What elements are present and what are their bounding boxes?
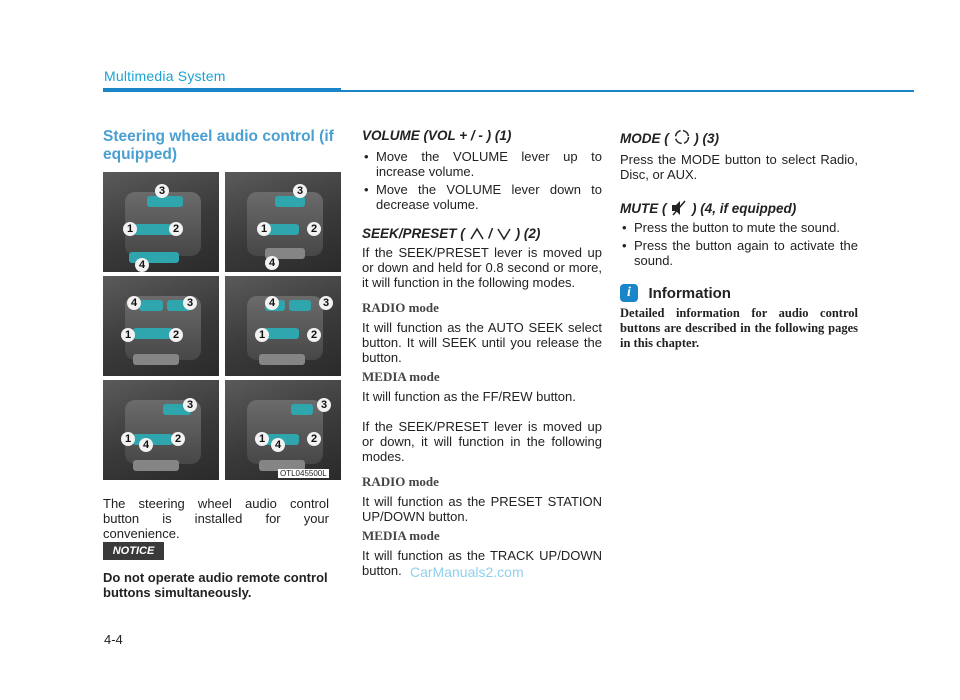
information-text: Detailed information for audio control buttons are described in the following pages in this chapter. [620, 306, 858, 351]
mute-heading [620, 200, 858, 216]
callout-badge: 1 [255, 432, 269, 446]
notice-text: Do not operate audio remote control buttons simultaneously. [103, 570, 328, 600]
mute-speaker-icon [670, 200, 688, 216]
mode-heading-post: ) (3) [694, 131, 720, 146]
intro-text: The steering wheel audio control button is installed for your convenience. [103, 496, 329, 541]
callout-badge: 1 [121, 328, 135, 342]
right-column [620, 128, 858, 351]
section-heading: Steering wheel audio control (if equipped) [103, 128, 334, 163]
header-rule-thick [103, 88, 341, 92]
seek-heading-post: ) (2) [515, 226, 541, 241]
steering-photo-5 [103, 380, 219, 480]
callout-badge: 3 [293, 184, 307, 198]
mode-cycle-icon [673, 128, 691, 146]
chevron-down-icon [496, 227, 512, 241]
mode-button [291, 404, 313, 415]
callout-badge: 2 [171, 432, 185, 446]
mute-list [620, 220, 858, 268]
list-item: • Press the button to mute the sound. [620, 220, 858, 235]
seek-heading [362, 226, 602, 241]
mode-button [147, 196, 183, 207]
seek-heading-pre: SEEK/PRESET ( [362, 226, 465, 241]
notice-badge: NOTICE [103, 542, 164, 560]
radio-mode-heading: RADIO mode [362, 474, 439, 489]
mode-heading-pre: MODE ( [620, 131, 669, 146]
callout-badge: 3 [183, 296, 197, 310]
callout-badge: 2 [307, 328, 321, 342]
callout-badge: 2 [169, 222, 183, 236]
media-mode-text: It will function as the FF/REW button. [362, 389, 576, 404]
media-mode-heading: MEDIA mode [362, 369, 440, 384]
middle-column [362, 128, 602, 578]
callout-badge: 4 [135, 258, 149, 272]
list-item: • Press the button again to activate the sound. [620, 238, 858, 268]
phone-buttons [133, 354, 179, 365]
volume-heading: VOLUME (VOL + / - ) (1) [362, 128, 512, 143]
callout-badge: 3 [155, 184, 169, 198]
vol-lever [133, 328, 173, 339]
callout-badge: 2 [169, 328, 183, 342]
steering-photo-4 [225, 276, 341, 376]
radio-mode-heading: RADIO mode [362, 300, 439, 315]
callout-badge: 1 [255, 328, 269, 342]
callout-badge: 4 [139, 438, 153, 452]
seek-paragraph-2: If the SEEK/PRESET lever is moved up or down, it will function in the following modes. [362, 419, 602, 464]
list-item: • Move the VOLUME lever down to decrease volume. [362, 182, 602, 212]
info-icon: i [620, 284, 638, 302]
mode-button [289, 300, 311, 311]
steering-photo-2 [225, 172, 341, 272]
mute-heading-pre: MUTE ( [620, 201, 667, 216]
photo-code: OTL045500L [280, 469, 327, 478]
callout-badge: 1 [257, 222, 271, 236]
steering-photo-1 [103, 172, 219, 272]
mute-heading-post: ) (4, if equipped) [692, 201, 797, 216]
watermark: CarManuals2.com [410, 564, 524, 580]
mode-text: Press the MODE button to select Radio, Disc, or AUX. [620, 152, 858, 182]
callout-badge: 2 [307, 432, 321, 446]
steering-photo-6 [225, 380, 341, 480]
list-item: • Move the VOLUME lever up to increase volume. [362, 149, 602, 179]
information-header [620, 284, 858, 302]
steering-photo-grid [103, 172, 341, 480]
callout-badge: 4 [271, 438, 285, 452]
vol-lever [133, 224, 173, 235]
callout-badge: 3 [319, 296, 333, 310]
radio-mode-text: It will function as the AUTO SEEK select button. It will SEEK until you release the button. [362, 320, 602, 365]
callout-badge: 1 [121, 432, 135, 446]
callout-badge: 2 [307, 222, 321, 236]
callout-badge: 4 [265, 256, 279, 270]
auto-button [139, 300, 163, 311]
section-title: Multimedia System [104, 68, 226, 84]
callout-badge: 4 [127, 296, 141, 310]
seek-heading-sep: / [488, 226, 493, 241]
volume-list [362, 149, 602, 212]
information-title: Information [648, 284, 731, 302]
phone-buttons [133, 460, 179, 471]
page-number: 4-4 [104, 632, 123, 647]
mode-heading [620, 128, 858, 146]
media-mode-text: It will function as the TRACK UP/DOWN button. [362, 548, 602, 578]
callout-badge: 3 [183, 398, 197, 412]
steering-photo-3 [103, 276, 219, 376]
phone-buttons [259, 354, 305, 365]
callout-badge: 3 [317, 398, 331, 412]
chevron-up-icon [469, 227, 485, 241]
media-mode-heading: MEDIA mode [362, 528, 440, 543]
radio-mode-text: It will function as the PRESET STATION UP/DOWN button. [362, 494, 602, 524]
callout-badge: 4 [265, 296, 279, 310]
header-rule-thin [341, 90, 914, 92]
seek-paragraph-1: If the SEEK/PRESET lever is moved up or down and held for 0.8 second or more, it will function in the following modes. [362, 245, 602, 290]
callout-badge: 1 [123, 222, 137, 236]
